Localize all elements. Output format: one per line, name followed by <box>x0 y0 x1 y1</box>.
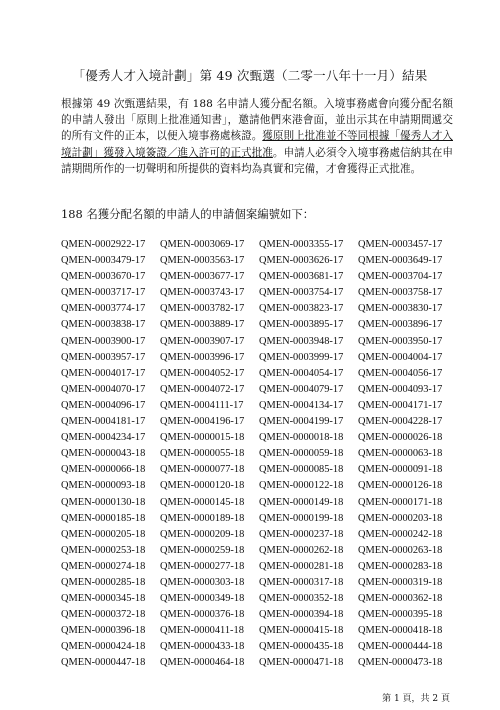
case-number: QMEN-0004070-17 <box>61 383 146 395</box>
case-number: QMEN-0003479-17 <box>61 255 146 267</box>
case-number: QMEN-0004056-17 <box>358 367 443 379</box>
case-number: QMEN-0003069-17 <box>160 239 245 250</box>
case-number: QMEN-0004052-17 <box>160 367 245 379</box>
case-number: QMEN-0003704-17 <box>358 271 443 283</box>
case-number: QMEN-0000319-18 <box>358 576 443 588</box>
result-paragraph <box>61 96 453 177</box>
case-number: QMEN-0000283-18 <box>358 560 443 572</box>
case-list-intro: 188 名獲分配名額的申請人的申請個案編號如下： <box>61 207 315 221</box>
case-number: QMEN-0000415-18 <box>259 625 344 637</box>
case-number: QMEN-0004017-17 <box>61 367 146 379</box>
case-number: QMEN-0000394-18 <box>259 609 344 621</box>
case-number: QMEN-0000471-18 <box>259 657 344 669</box>
case-number: QMEN-0003957-17 <box>61 351 146 363</box>
paragraph-text-1: 根據第 49 次甄選結果，有 188 名申請人獲分配名額。入境事務處會向獲分配名額的申請人發出「原則上批准通知書」，邀請他們來港會面，並出示其在申請期間遞交的所有文件的正本，以便入境事務處核證。 <box>61 98 453 143</box>
paragraph-underlined-text: 獲原則上批准並不等同根據「優秀人才入境計劃」獲發入境簽證／進入許可的正式批准 <box>61 130 453 159</box>
case-number: QMEN-0000077-18 <box>160 464 245 476</box>
case-number: QMEN-0000433-18 <box>160 641 245 653</box>
case-number: QMEN-0004072-17 <box>160 383 245 395</box>
case-number: QMEN-0000349-18 <box>160 593 245 605</box>
case-number: QMEN-0004196-17 <box>160 416 245 428</box>
case-number: QMEN-0000059-18 <box>259 448 344 460</box>
case-number: QMEN-0003774-17 <box>61 303 146 315</box>
case-number: QMEN-0000424-18 <box>61 641 146 653</box>
case-number: QMEN-0000274-18 <box>61 560 146 572</box>
case-number: QMEN-0000091-18 <box>358 464 443 476</box>
case-number: QMEN-0004079-17 <box>259 383 344 395</box>
case-number: QMEN-0004004-17 <box>358 351 443 363</box>
case-number: QMEN-0003758-17 <box>358 287 443 299</box>
page-number: 第 1 頁，共 2 頁 <box>382 694 450 704</box>
case-number: QMEN-0003626-17 <box>259 255 344 267</box>
case-number: QMEN-0000145-18 <box>160 496 245 508</box>
paragraph-text-2: 。申請人必須令入境事務處信納其在申請期間所作的一切聲明和所提供的資料均為真實和完備，才會獲得正式批准。 <box>61 146 453 175</box>
case-number: QMEN-0000277-18 <box>160 560 245 572</box>
case-number: QMEN-0000464-18 <box>160 657 245 669</box>
case-number: QMEN-0004228-17 <box>358 416 443 428</box>
case-number: QMEN-0003950-17 <box>358 335 443 347</box>
case-number: QMEN-0000473-18 <box>358 657 443 669</box>
case-number: QMEN-0000396-18 <box>61 625 146 637</box>
case-number: QMEN-0000242-18 <box>358 528 443 540</box>
case-number: QMEN-0003754-17 <box>259 287 344 299</box>
case-number: QMEN-0003896-17 <box>358 319 443 331</box>
case-number: QMEN-0003457-17 <box>358 239 443 250</box>
case-number: QMEN-0000043-18 <box>61 448 146 460</box>
case-number: QMEN-0003999-17 <box>259 351 344 363</box>
case-number: QMEN-0004234-17 <box>61 432 146 444</box>
case-number: QMEN-0003838-17 <box>61 319 146 331</box>
case-number: QMEN-0000362-18 <box>358 593 443 605</box>
case-number: QMEN-0000317-18 <box>259 576 344 588</box>
case-number: QMEN-0003830-17 <box>358 303 443 315</box>
case-number: QMEN-0000122-18 <box>259 480 344 492</box>
case-number: QMEN-0000303-18 <box>160 576 245 588</box>
case-number: QMEN-0004093-17 <box>358 383 443 395</box>
case-number: QMEN-0000093-18 <box>61 480 146 492</box>
case-number: QMEN-0003743-17 <box>160 287 245 299</box>
case-number: QMEN-0000263-18 <box>358 544 443 556</box>
case-number: QMEN-0003563-17 <box>160 255 245 267</box>
case-number: QMEN-0000171-18 <box>358 496 443 508</box>
case-number: QMEN-0003948-17 <box>259 335 344 347</box>
case-number: QMEN-0000085-18 <box>259 464 344 476</box>
case-number: QMEN-0000018-18 <box>259 432 344 444</box>
case-number: QMEN-0000447-18 <box>61 657 146 669</box>
case-number: QMEN-0000066-18 <box>61 464 146 476</box>
case-number: QMEN-0004111-17 <box>160 399 244 411</box>
case-number: QMEN-0000055-18 <box>160 448 245 460</box>
case-number: QMEN-0003649-17 <box>358 255 443 267</box>
case-number: QMEN-0000015-18 <box>160 432 245 444</box>
case-number: QMEN-0000395-18 <box>358 609 443 621</box>
case-number: QMEN-0000149-18 <box>259 496 344 508</box>
case-number: QMEN-0000372-18 <box>61 609 146 621</box>
case-number: QMEN-0000126-18 <box>358 480 443 492</box>
case-number-grid <box>61 237 457 672</box>
case-number: QMEN-0003681-17 <box>259 271 344 283</box>
case-number: QMEN-0003717-17 <box>61 287 146 299</box>
case-number: QMEN-0000199-18 <box>259 512 344 524</box>
case-number: QMEN-0000411-18 <box>160 625 244 637</box>
case-number: QMEN-0000281-18 <box>259 560 344 572</box>
case-number: QMEN-0000205-18 <box>61 528 146 540</box>
case-number: QMEN-0003895-17 <box>259 319 344 331</box>
case-number: QMEN-0003355-17 <box>259 239 344 250</box>
case-number: QMEN-0000026-18 <box>358 432 443 444</box>
case-number: QMEN-0000189-18 <box>160 512 245 524</box>
case-number: QMEN-0000237-18 <box>259 528 344 540</box>
case-number: QMEN-0003996-17 <box>160 351 245 363</box>
case-number: QMEN-0000203-18 <box>358 512 443 524</box>
case-number: QMEN-0004054-17 <box>259 367 344 379</box>
case-number: QMEN-0000130-18 <box>61 496 146 508</box>
case-number: QMEN-0003782-17 <box>160 303 245 315</box>
case-number: QMEN-0003900-17 <box>61 335 146 347</box>
case-number: QMEN-0000345-18 <box>61 593 146 605</box>
case-number: QMEN-0003670-17 <box>61 271 146 283</box>
case-number: QMEN-0000063-18 <box>358 448 443 460</box>
case-number: QMEN-0002922-17 <box>61 239 146 250</box>
case-number: QMEN-0004134-17 <box>259 399 344 411</box>
case-number: QMEN-0004171-17 <box>358 399 443 411</box>
case-number: QMEN-0000262-18 <box>259 544 344 556</box>
case-number: QMEN-0000253-18 <box>61 544 146 556</box>
case-number: QMEN-0000209-18 <box>160 528 245 540</box>
case-number: QMEN-0000376-18 <box>160 609 245 621</box>
case-number: QMEN-0004096-17 <box>61 399 146 411</box>
case-number: QMEN-0000435-18 <box>259 641 344 653</box>
page-title: 「優秀人才入境計劃」第 49 次甄選（二零一八年十一月）結果 <box>72 68 428 83</box>
case-number: QMEN-0000120-18 <box>160 480 245 492</box>
case-number: QMEN-0000185-18 <box>61 512 146 524</box>
case-number: QMEN-0000352-18 <box>259 593 344 605</box>
case-number: QMEN-0003907-17 <box>160 335 245 347</box>
case-number: QMEN-0003889-17 <box>160 319 245 331</box>
case-number: QMEN-0003677-17 <box>160 271 245 283</box>
case-number: QMEN-0004181-17 <box>61 416 146 428</box>
case-number: QMEN-0000418-18 <box>358 625 443 637</box>
case-number: QMEN-0000444-18 <box>358 641 443 653</box>
case-number: QMEN-0000285-18 <box>61 576 146 588</box>
case-number: QMEN-0004199-17 <box>259 416 344 428</box>
case-number: QMEN-0003823-17 <box>259 303 344 315</box>
case-number: QMEN-0000259-18 <box>160 544 245 556</box>
